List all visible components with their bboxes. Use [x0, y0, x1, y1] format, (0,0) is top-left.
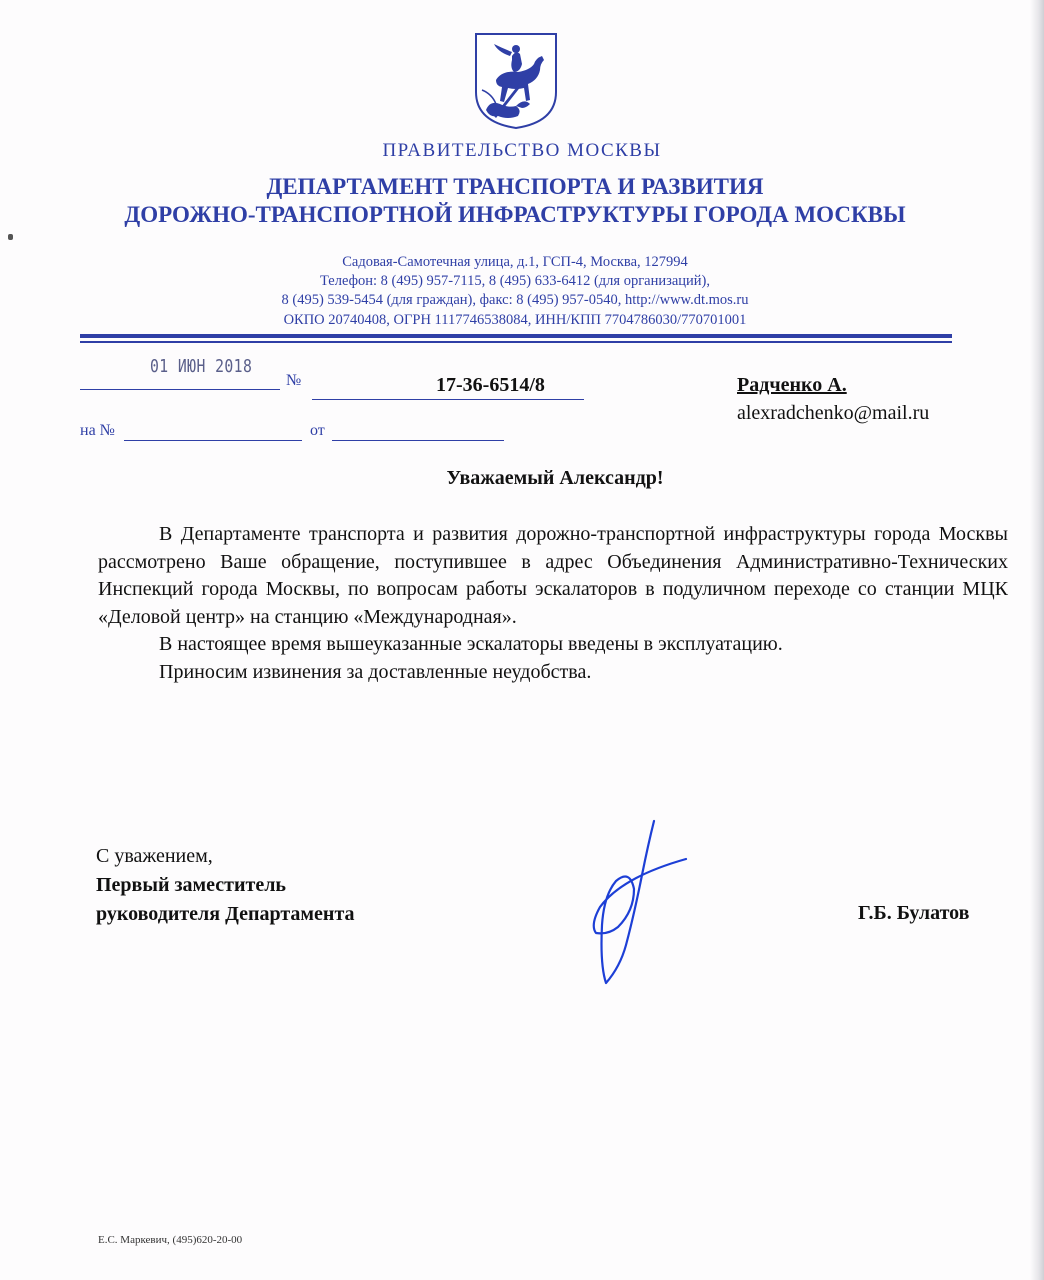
- department-title-line2: ДОРОЖНО-ТРАНСПОРТНОЙ ИНФРАСТРУКТУРЫ ГОРОДА МОСКВЫ: [124, 202, 906, 227]
- contacts-line: 8 (495) 539-5454 (для граждан), факс: 8 (495) 957-0540, http://www.dt.mos.ru: [281, 292, 749, 308]
- number-sign: №: [286, 372, 302, 389]
- department-title-line1: ДЕПАРТАМЕНТ ТРАНСПОРТА И РАЗВИТИЯ: [266, 174, 764, 199]
- letter-body: [98, 521, 1008, 686]
- recipient-email: alexradchenko@mail.ru: [737, 402, 930, 424]
- closing-block: [96, 842, 355, 929]
- moscow-coat-of-arms-icon: [472, 30, 560, 130]
- handwritten-signature-icon: [582, 815, 694, 995]
- page-edge-shadow: [1030, 0, 1044, 1280]
- letter-paragraph: В Департаменте транспорта и развития дорожно-транспортной инфраструктуры города Москвы рассмотрено Ваше обращение, поступившее в адрес Объединения Административно-Технических Инспекций города Москвы, по вопросам работы эскалаторов в подуличном переходе со станции МЦК «Деловой центр» на станцию «Международная».: [98, 523, 1008, 628]
- header-divider-thin: [80, 341, 952, 343]
- letter-paragraph: В настоящее время вышеуказанные эскалаторы введены в эксплуатацию.: [159, 633, 783, 655]
- header-divider-thick: [80, 334, 952, 338]
- date-stamp: 01 ИЮН 2018: [150, 356, 253, 377]
- signer-position-line1: Первый заместитель: [96, 874, 286, 896]
- recipient-name: Радченко А.: [737, 374, 847, 396]
- reference-date-label: от: [310, 422, 325, 439]
- signer-name: Г.Б. Булатов: [858, 902, 970, 924]
- signer-position-line2: руководителя Департамента: [96, 903, 355, 925]
- salutation: Уважаемый Александр!: [446, 467, 664, 489]
- letter-paragraph: Приносим извинения за доставленные неудобства.: [159, 660, 592, 683]
- registry-codes-line: ОКПО 20740408, ОГРН 1117746538084, ИНН/КПП 7704786030/770701001: [283, 312, 747, 328]
- number-underline: [312, 399, 584, 400]
- date-underline: [80, 389, 280, 390]
- government-title: ПРАВИТЕЛЬСТВО МОСКВЫ: [382, 140, 662, 161]
- scan-speck: [8, 234, 13, 240]
- phone-line: Телефон: 8 (495) 957-7115, 8 (495) 633-6412 (для организаций),: [320, 273, 710, 289]
- executor-note: Е.С. Маркевич, (495)620-20-00: [98, 1234, 243, 1246]
- reference-date-underline: [332, 440, 504, 441]
- reference-number-underline: [124, 440, 302, 441]
- closing-regards: С уважением,: [96, 845, 213, 867]
- registration-number: 17-36-6514/8: [436, 374, 545, 396]
- address-line: Садовая-Самотечная улица, д.1, ГСП-4, Москва, 127994: [342, 254, 688, 270]
- reference-number-label: на №: [80, 422, 115, 439]
